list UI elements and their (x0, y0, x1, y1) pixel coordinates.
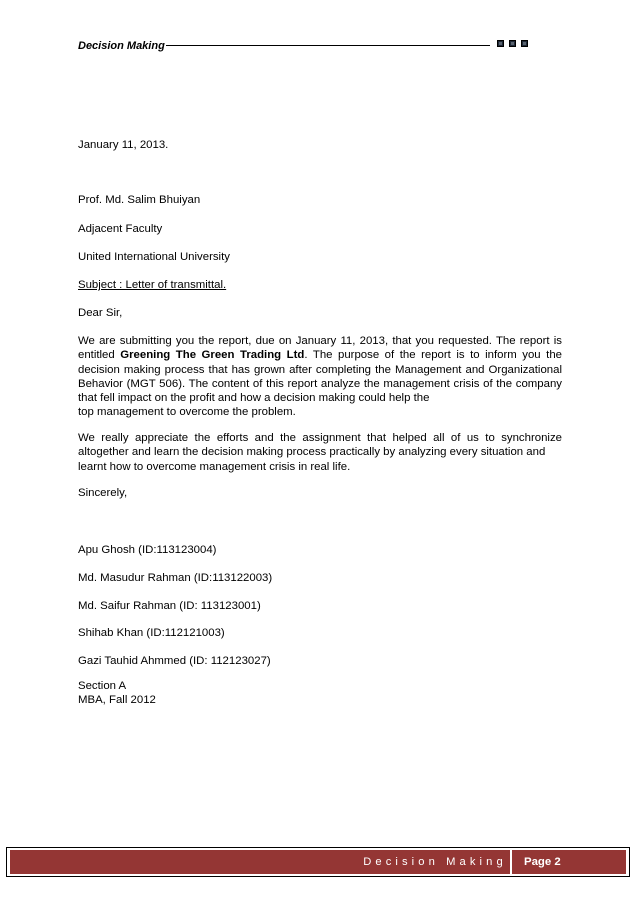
signatory: Md. Masudur Rahman (ID:113122003) (78, 572, 273, 584)
paragraph-1-last-line: top management to overcome the problem. (78, 406, 296, 419)
recipient-position: Adjacent Faculty (78, 223, 163, 235)
signatory: Shihab Khan (ID:112121003) (78, 627, 225, 639)
program-label: MBA, Fall 2012 (78, 694, 156, 706)
report-title: Greening The Green Trading Ltd (120, 349, 305, 362)
section-label: Section A (78, 680, 127, 692)
signatory: Apu Ghosh (ID:113123004) (78, 544, 217, 556)
header-rule (166, 45, 490, 46)
paragraph-2-text: We really appreciate the efforts and the assignment that helped all of us to synchronize altogether and learn the decision making process practically by analyzing every situation and (78, 432, 562, 459)
footer-divider (510, 850, 512, 874)
letter-subject: Subject : Letter of transmittal. (78, 279, 227, 291)
signatory: Md. Saifur Rahman (ID: 113123001) (78, 600, 261, 612)
paragraph-1-text-a: We are submitting you the report, due on January 11, 2013, that you requested. The report is entitled (78, 335, 562, 362)
paragraph-2 (78, 431, 562, 474)
header-square-icon (509, 40, 516, 47)
footer-title: Decision Making (363, 856, 507, 868)
paragraph-2-last-line: learnt how to overcome management crisis in real life. (78, 460, 351, 473)
salutation: Dear Sir, (78, 307, 123, 319)
paragraph-1-text-b: . The purpose of the report is to inform you the decision making process that has grown after completing the Management and Organizational Behavior (MGT 506). The content of this report analyze the management crisis of the company that fell impact on the profit and how a decision making could help the (78, 349, 562, 405)
page-number: Page 2 (524, 856, 561, 868)
letter-date: January 11, 2013. (78, 139, 169, 151)
closing: Sincerely, (78, 487, 128, 499)
paragraph-1 (78, 334, 562, 420)
header-square-icon (521, 40, 528, 47)
recipient-name: Prof. Md. Salim Bhuiyan (78, 194, 201, 206)
recipient-institution: United International University (78, 251, 230, 263)
signatory: Gazi Tauhid Ahmmed (ID: 112123027) (78, 655, 271, 667)
header-square-icon (497, 40, 504, 47)
header-title: Decision Making (78, 40, 165, 52)
